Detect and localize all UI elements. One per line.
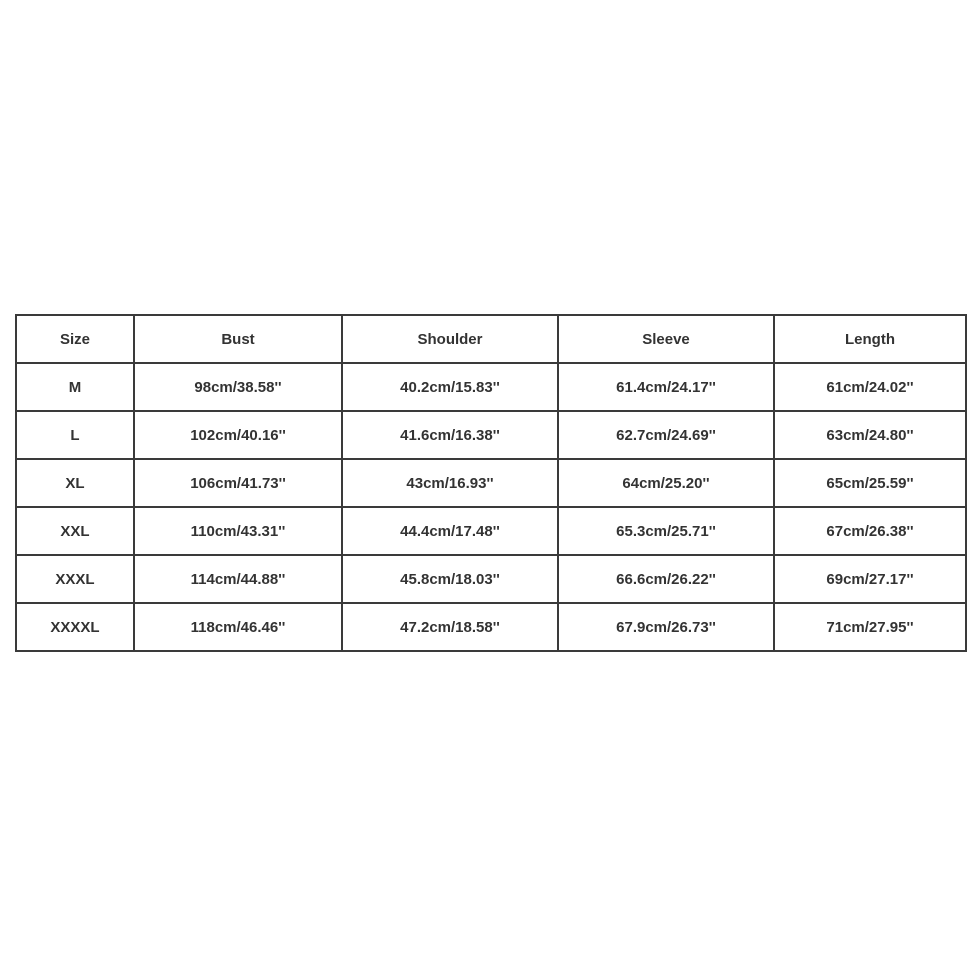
cell-sleeve: 62.7cm/24.69'' [558,411,774,459]
table-row [16,411,966,459]
cell-size: M [16,363,134,411]
cell-shoulder: 41.6cm/16.38'' [342,411,558,459]
header-sleeve: Sleeve [558,315,774,363]
cell-shoulder: 44.4cm/17.48'' [342,507,558,555]
cell-sleeve: 64cm/25.20'' [558,459,774,507]
cell-shoulder: 47.2cm/18.58'' [342,603,558,651]
cell-sleeve: 65.3cm/25.71'' [558,507,774,555]
table-row [16,507,966,555]
cell-size: XL [16,459,134,507]
table-row [16,555,966,603]
cell-bust: 118cm/46.46'' [134,603,342,651]
cell-bust: 114cm/44.88'' [134,555,342,603]
cell-shoulder: 40.2cm/15.83'' [342,363,558,411]
cell-shoulder: 43cm/16.93'' [342,459,558,507]
cell-shoulder: 45.8cm/18.03'' [342,555,558,603]
header-row [16,315,966,363]
cell-bust: 102cm/40.16'' [134,411,342,459]
table-row [16,603,966,651]
cell-size: XXL [16,507,134,555]
cell-length: 61cm/24.02'' [774,363,966,411]
cell-size: XXXL [16,555,134,603]
table-row [16,363,966,411]
cell-length: 65cm/25.59'' [774,459,966,507]
cell-length: 63cm/24.80'' [774,411,966,459]
cell-sleeve: 61.4cm/24.17'' [558,363,774,411]
header-length: Length [774,315,966,363]
cell-sleeve: 67.9cm/26.73'' [558,603,774,651]
header-bust: Bust [134,315,342,363]
size-chart-table [15,314,967,652]
cell-bust: 98cm/38.58'' [134,363,342,411]
cell-size: L [16,411,134,459]
cell-bust: 110cm/43.31'' [134,507,342,555]
cell-sleeve: 66.6cm/26.22'' [558,555,774,603]
header-shoulder: Shoulder [342,315,558,363]
cell-length: 69cm/27.17'' [774,555,966,603]
header-size: Size [16,315,134,363]
cell-length: 67cm/26.38'' [774,507,966,555]
cell-bust: 106cm/41.73'' [134,459,342,507]
table-row [16,459,966,507]
cell-length: 71cm/27.95'' [774,603,966,651]
cell-size: XXXXL [16,603,134,651]
